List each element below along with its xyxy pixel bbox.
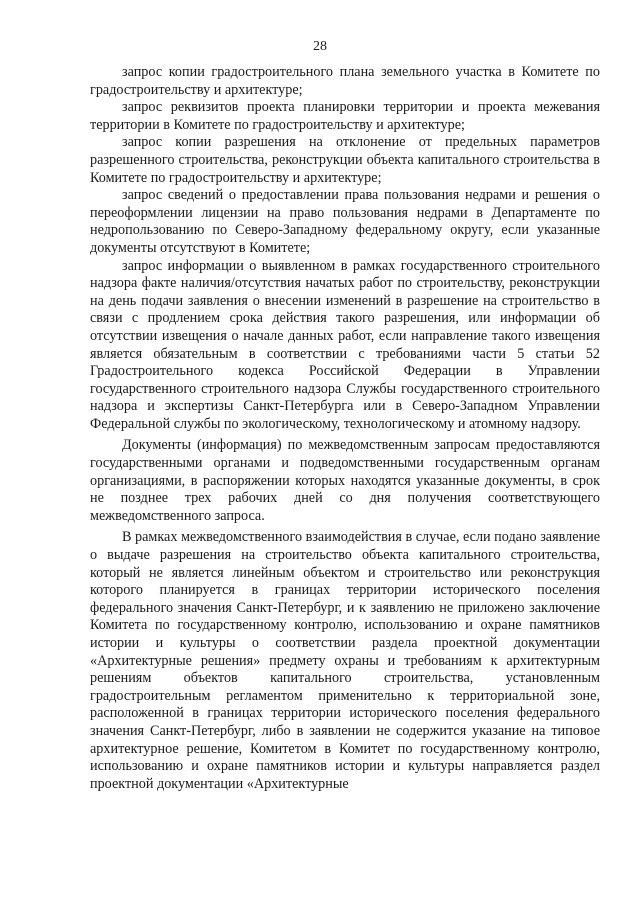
document-body: [90, 64, 600, 793]
page-number: 28: [313, 39, 327, 54]
paragraph-gpzu-request: запрос копии градостроительного плана земельного участка в Комитете по градостроительству и архитектуре;: [90, 64, 600, 98]
paragraph-documents-deadline: Документы (информация) по межведомственным запросам предоставляются государственными органами и подведомственными государственным органам организациями, в распоряжении которых находятся указанные документы, в срок не позднее трех рабочих дней со дня получения соответствующего межведомственного запроса.: [90, 437, 600, 524]
paragraph-planning-project-request: запрос реквизитов проекта планировки территории и проекта межевания территории в Комитете по градостроительству и архитектуре;: [90, 99, 600, 133]
paragraph-deviation-permit-request: запрос копии разрешения на отклонение от предельных параметров разрешенного строительства, реконструкции объекта капитального строительства в Комитете по градостроительству и архитектуре;: [90, 134, 600, 186]
paragraph-interagency-interaction: В рамках межведомственного взаимодействия в случае, если подано заявление о выдаче разрешения на строительство объекта капитального строительства, который не является линейным объектом и строительство или реконструкция которого планируется в границах территории исторического поселения федерального значения Санкт-Петербург, и к заявлению не приложено заключение Комитета по государственному контролю, использованию и охране памятников истории и культуры о соответствии раздела проектной документации «Архитектурные решения» предмету охраны и требованиям к архитектурным решениям объектов капитального строительства, установленным градостроительным регламентом применительно к территориальной зоне, расположенной в границах территории исторического поселения федерального значения Санкт-Петербург, либо в заявлении не содержится указание на типовое архитектурное решение, Комитетом в Комитет по государственному контролю, использованию и охране памятников истории и культуры направляется раздел проектной документации «Архитектурные: [90, 529, 600, 792]
paragraph-subsoil-request: запрос сведений о предоставлении права пользования недрами и решения о переоформлении лицензии на право пользования недрами в Департаменте по недропользованию по Северо-Западному федеральному округу, если указанные документы отсутствуют в Комитете;: [90, 187, 600, 256]
paragraph-supervision-request: запрос информации о выявленном в рамках государственного строительного надзора факте наличия/отсутствия начатых работ по строительству, реконструкции на день подачи заявления о внесении изменений в разрешение на строительство в связи с продлением срока действия такого разрешения, или информации об отсутствии извещения о начале данных работ, если направление такого извещения является обязательным в соответствии с требованиями части 5 статьи 52 Градостроительного кодекса Российской Федерации в Управлении государственного строительного надзора Службы государственного строительного надзора и экспертизы Санкт-Петербурга или в Северо-Западном Управлении Федеральной службы по экологическому, технологическому и атомному надзору.: [90, 257, 600, 432]
